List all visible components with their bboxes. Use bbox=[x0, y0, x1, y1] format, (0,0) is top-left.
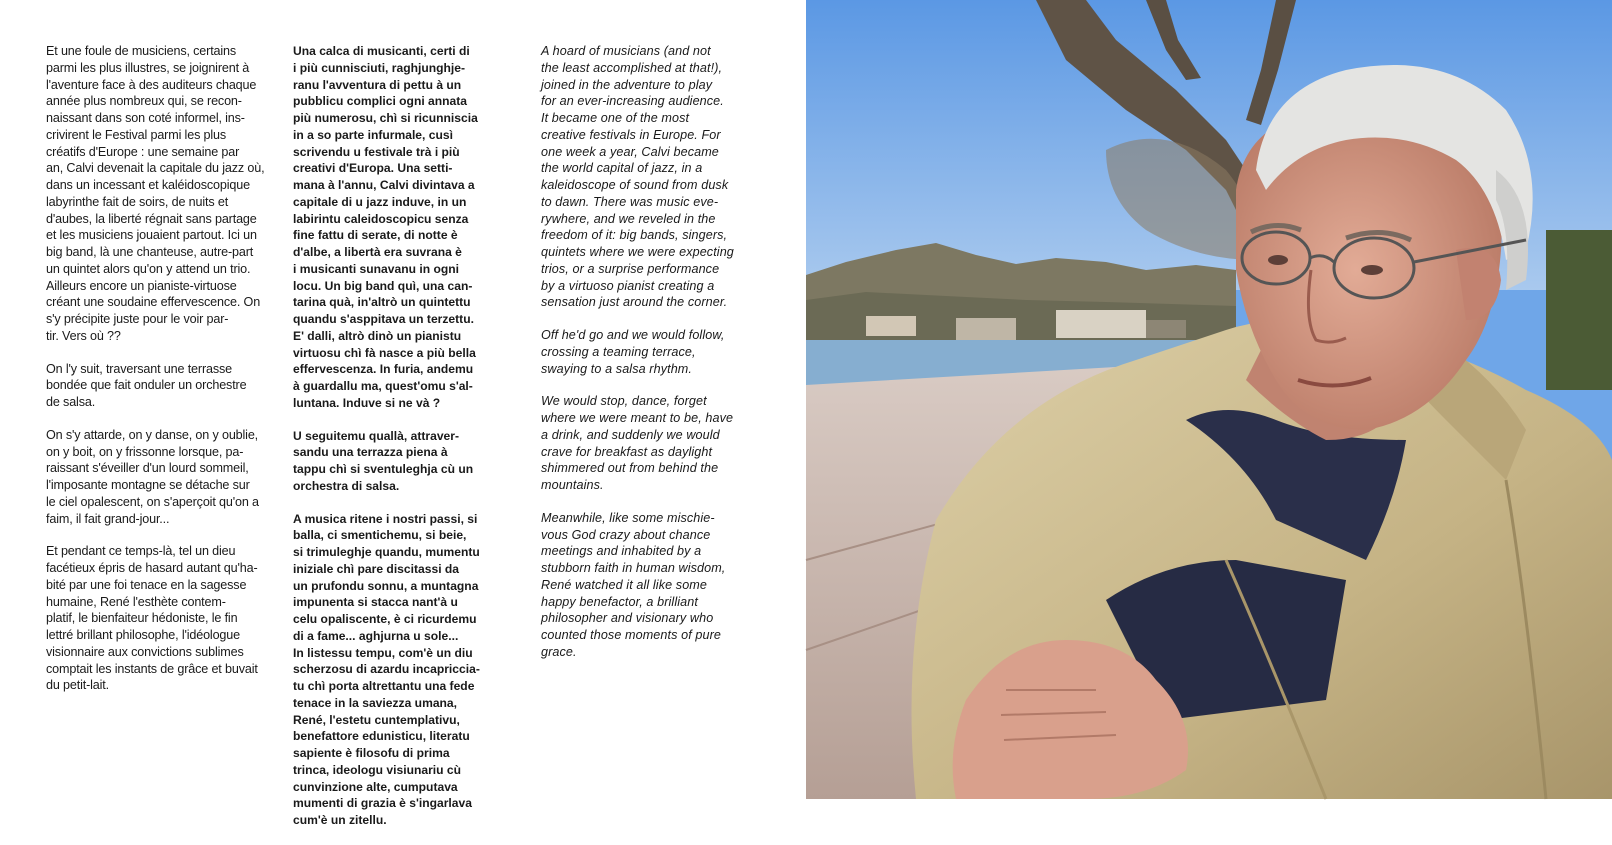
building bbox=[1146, 320, 1186, 338]
french-column bbox=[46, 43, 276, 710]
corsican-paragraph: U seguitemu quallà, attraver- sandu una terrazza piena à tappu chì si sventuleghja cù un orchestra di salsa. bbox=[293, 428, 513, 495]
eye bbox=[1268, 255, 1288, 265]
english-paragraph: Off he'd go and we would follow, crossing a teaming terrace, swaying to a salsa rhythm. bbox=[541, 327, 766, 377]
french-paragraph: Et pendant ce temps-là, tel un dieu facétieux épris de hasard autant qu'ha- bité par une foi tenace en la sagesse humaine, René l'esthète contem- platif, le bienfaiteur hédoniste, le fin lettré brillant philosophe, l'idéologue visionnaire aux convictions sublimes comptait les instants de grâce et buvait du petit-lait. bbox=[46, 543, 276, 694]
portrait-illustration bbox=[806, 0, 1612, 799]
corsican-column bbox=[293, 43, 513, 845]
corsican-paragraph: Una calca di musicanti, certi di i più cunnisciuti, raghjunghje- ranu l'avventura di pettu à un pubblicu complici ogni annata più numerosu, chì si ricunniscia in a so parte infurmale, cusì scrivendu u festivale trà i più creativi d'Europa. Una setti- mana à l'annu, Calvi divintava a capitale di u jazz induve, in un labirintu caleidoscopicu senza fine fattu di serate, di notte è d'albe, a libertà era suvrana è i musicanti sunavanu in ogni locu. Un big band quì, una can- tarina quà, in'altrò un quintettu quandu s'asppitava un terzettu. E' dalli, altrò dinò un pianistu virtuosu chì fà nasce a più bella effervescenza. In furia, andemu à guardallu ma, quest'omu s'al- luntana. Induve si ne và ? bbox=[293, 43, 513, 412]
english-paragraph: We would stop, dance, forget where we were meant to be, have a drink, and suddenly we would crave for breakfast as daylight shimmered out from behind the mountains. bbox=[541, 393, 766, 494]
text-page bbox=[0, 0, 806, 799]
corsican-paragraph: A musica ritene i nostri passi, si balla, ci smentichemu, si beie, si trimuleghje quandu, mumentu iniziale chì pare discitassi da un prufondu sonnu, a muntagna impunenta si stacca nant'à u celu opaliscente, è ci ricurdemu di a fame... aghjurna u sole... In listessu tempu, com'è un diu scherzosu di azardu incapriccia- tu chì porta altrettantu una fede tenace in la saviezza umana, René, l'estetu cuntemplativu, benefattore edunisticu, literatu sapiente è filosofu di prima trinca, ideologu visiunariu cù cunvinzione alte, cumputava mumenti di grazia è s'ingarlava cum'è un zitellu. bbox=[293, 511, 513, 829]
french-paragraph: On l'y suit, traversant une terrasse bondée que fait onduler un orchestre de salsa. bbox=[46, 361, 276, 411]
building bbox=[956, 318, 1016, 340]
english-column bbox=[541, 43, 766, 677]
english-paragraph: Meanwhile, like some mischie- vous God crazy about chance meetings and inhabited by a stubborn faith in human wisdom, René watched it all like some happy benefactor, a brilliant philosopher and visionary who counted those moments of pure grace. bbox=[541, 510, 766, 661]
english-paragraph: A hoard of musicians (and not the least accomplished at that!), joined in the adventure to play for an ever-increasing audience. It became one of the most creative festivals in Europe. For one week a year, Calvi became the world capital of jazz, in a kaleidoscope of sound from dusk to dawn. There was music eve- rywhere, and we reveled in the freedom of it: big bands, singers, quintets where we were expecting trios, or a surprise performance by a virtuoso pianist creating a sensation just around the corner. bbox=[541, 43, 766, 311]
building bbox=[1056, 310, 1146, 338]
eye bbox=[1361, 265, 1383, 275]
background-tree bbox=[1546, 230, 1612, 390]
french-paragraph: On s'y attarde, on y danse, on y oublie, on y boit, on y frissonne lorsque, pa- raissant s'éveiller d'un lourd sommeil, l'imposante montagne se détache sur le ciel opalescent, on s'aperçoit qu'on a faim, il fait grand-jour... bbox=[46, 427, 276, 528]
portrait-photo bbox=[806, 0, 1612, 799]
french-paragraph: Et une foule de musiciens, certains parmi les plus illustres, se joignirent à l'aventure face à des auditeurs chaque année plus nombreux qui, se recon- naissant dans son coté informel, ins- crivirent le Festival parmi les plus créatifs d'Europe : une semaine par an, Calvi devenait la capitale du jazz où, dans un incessant et kaléidoscopique labyrinthe fait de soirs, de nuits et d'aubes, la liberté régnait sans partage et les musiciens jouaient partout. Ici un big band, là une chanteuse, autre-part un quintet alors qu'on y attend un trio. Ailleurs encore un pianiste-virtuose créant une soudaine effervescence. On s'y précipite juste pour le voir par- tir. Vers où ?? bbox=[46, 43, 276, 345]
building bbox=[866, 316, 916, 336]
